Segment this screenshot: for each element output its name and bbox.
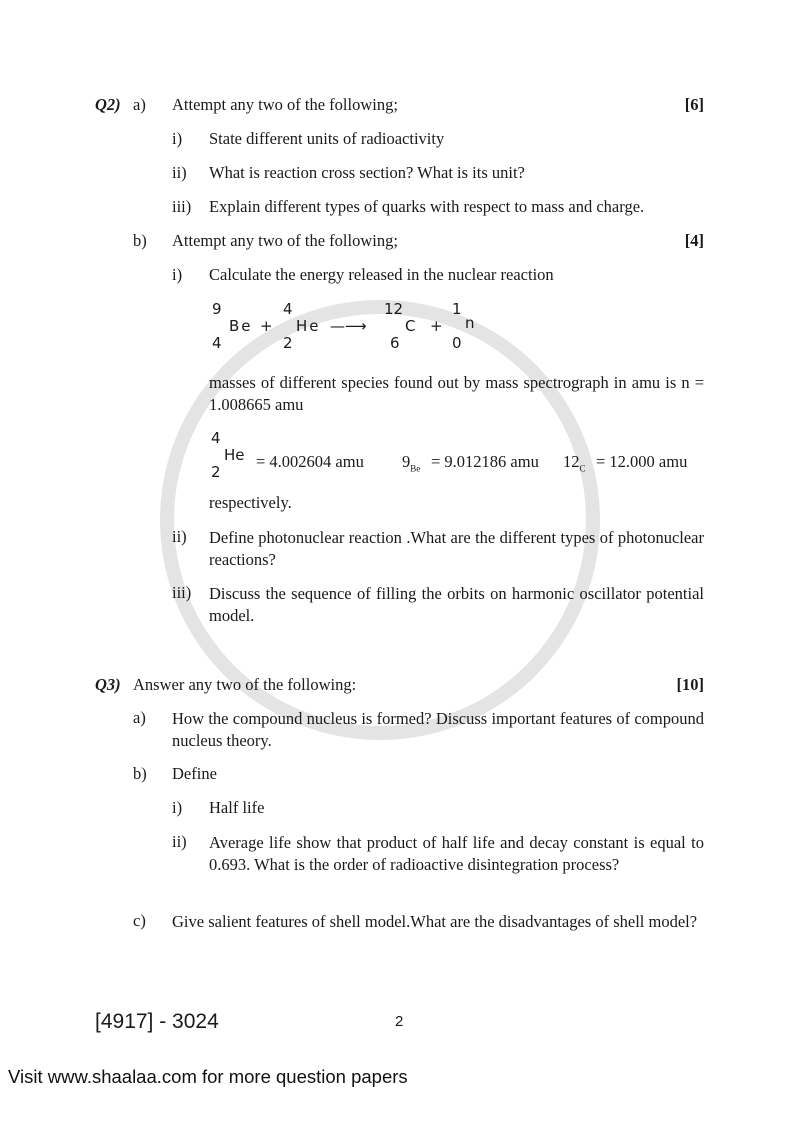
c-symbol: C [405,317,416,335]
item-text: Half life [209,798,265,817]
arrow: —⟶ [330,317,367,335]
item-text: What is reaction cross section? What is its unit? [209,163,525,182]
part-text: Attempt any two of the following; [172,231,398,250]
masses-text: masses of different species found out by mass spectrograph in amu is n = 1.008665 amu [209,373,704,414]
be-value: = 9.012186 amu [431,452,539,471]
part-label: b) [133,231,147,250]
be-symbol: Be [229,317,253,335]
part-text: Give salient features of shell model.What are the disadvantages of shell model? [172,912,698,931]
item-text: Discuss the sequence of filling the orbits on harmonic oscillator potential model. [209,584,704,625]
part-label: a) [133,95,146,114]
item-num: ii) [172,832,187,851]
n-mass-number: 1 [452,300,462,318]
item-num: iii) [172,583,192,602]
question-number: Q2) [95,95,121,114]
item-text: State different units of radioactivity [209,129,445,148]
he-symbol: He [296,317,321,335]
c-subscript: C [579,463,586,474]
be-number: 9 [402,452,411,471]
item-text: Average life show that product of half life and decay constant is equal to 0.693. What is the order of radioactive disintegration process? [209,833,704,874]
promo-banner[interactable]: Visit www.shaalaa.com for more question papers [8,1066,408,1087]
c-number: 12 [563,452,580,471]
c-value: = 12.000 amu [596,452,688,471]
item-num: ii) [172,163,187,182]
part-label: a) [133,708,146,727]
part-label: c) [133,911,146,930]
plus-sign: + [260,317,273,335]
question-text: Answer any two of the following: [133,675,357,694]
item-text: Explain different types of quarks with respect to mass and charge. [209,197,645,216]
item-num: i) [172,265,183,284]
marks: [6] [684,95,704,114]
be-label [402,452,421,474]
item-num: ii) [172,527,187,546]
item-num: i) [172,798,183,817]
plus-sign: + [430,317,443,335]
c-atomic-number: 6 [390,334,400,352]
page-number: 2 [395,1013,404,1030]
be-subscript: Be [410,463,421,474]
he-mass-number: 4 [211,429,221,447]
he-mass-number: 4 [283,300,293,318]
c-label [563,452,586,474]
question-number: Q3) [95,675,121,694]
item-text: Calculate the energy released in the nuclear reaction [209,265,554,284]
part-text: How the compound nucleus is formed? Discuss important features of compound nucleus theory. [172,709,704,750]
item-text: Define photonuclear reaction .What are the different types of photonuclear reactions? [209,528,704,569]
be-mass-number: 9 [212,300,222,318]
marks: [10] [676,675,704,694]
n-symbol: n [465,314,475,332]
item-num: i) [172,129,183,148]
part-label: b) [133,764,147,783]
he-atomic-number: 2 [211,463,221,481]
he-atomic-number: 2 [283,334,293,352]
part-text: Attempt any two of the following; [172,95,398,114]
marks: [4] [684,231,704,250]
paper-code: [4917] - 3024 [95,1010,219,1033]
n-atomic-number: 0 [452,334,462,352]
he-value: = 4.002604 amu [256,452,364,471]
he-symbol: He [224,446,245,464]
c-mass-number: 12 [384,300,404,318]
respectively-text: respectively. [209,493,292,512]
part-text: Define [172,764,217,783]
item-num: iii) [172,197,192,216]
be-atomic-number: 4 [212,334,222,352]
